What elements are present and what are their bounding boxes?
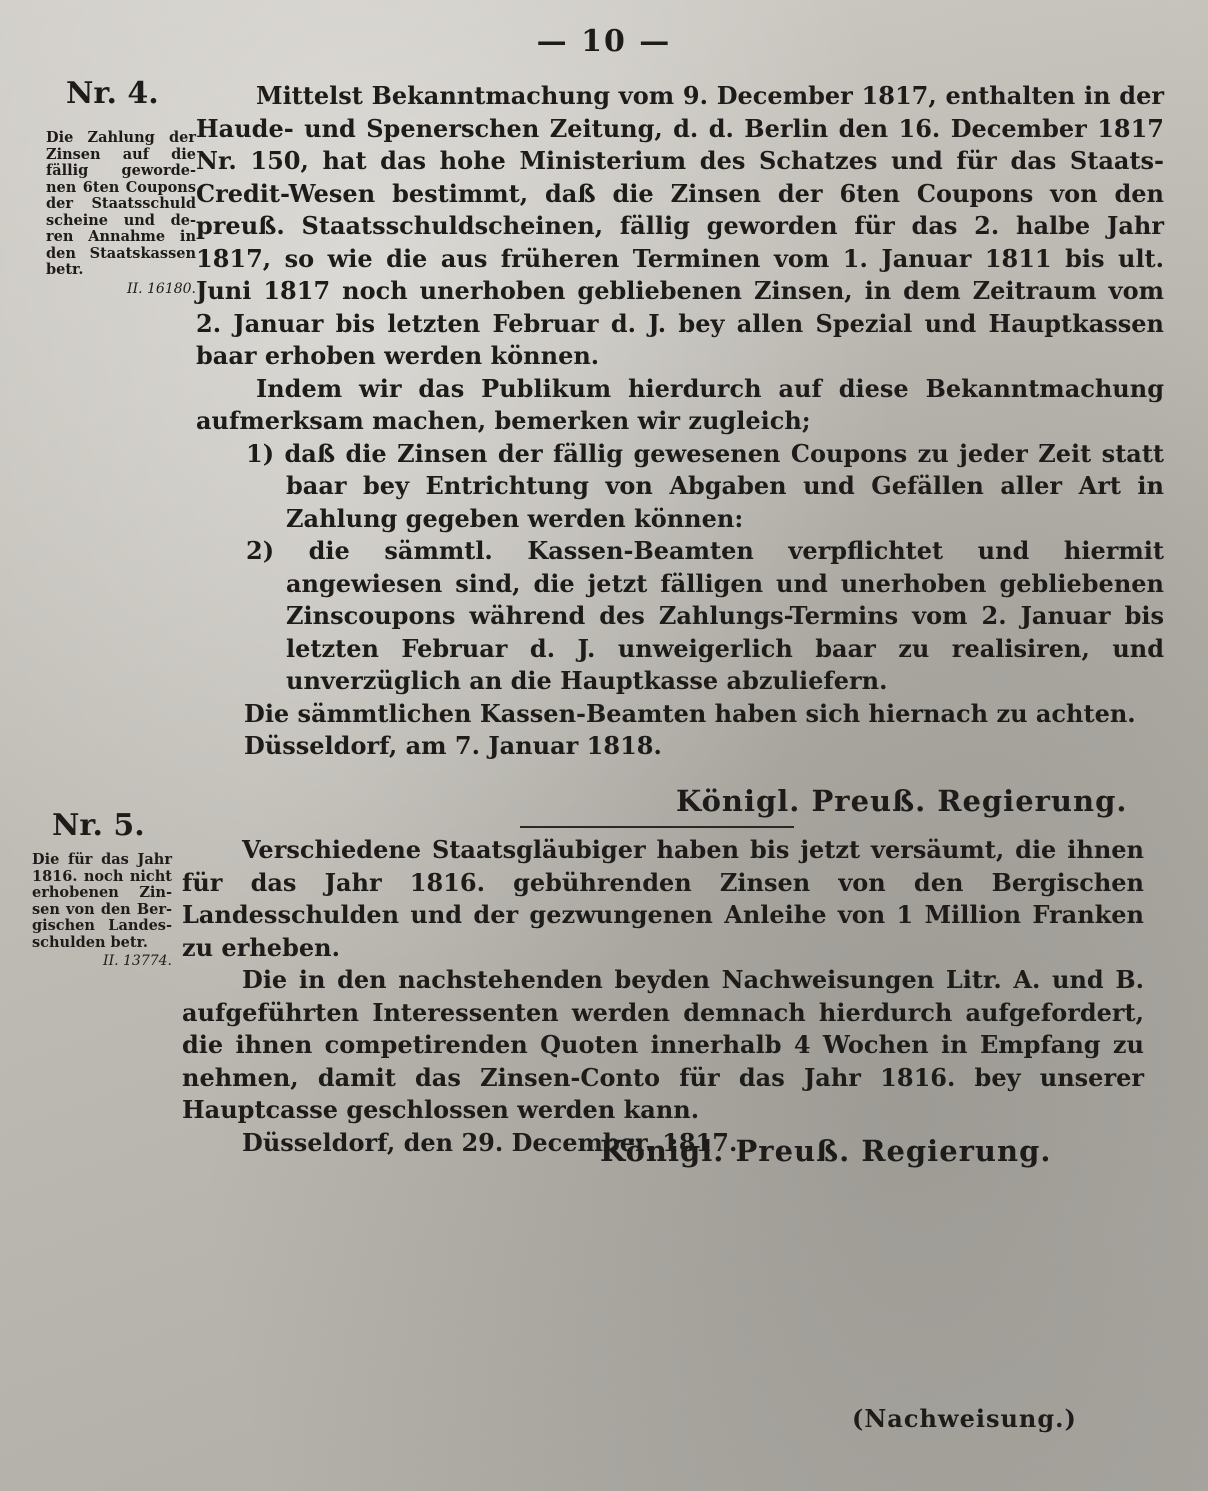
margin-note-5 <box>32 852 172 970</box>
separator-rule <box>520 826 794 828</box>
margin-ref-5: II. 13774. <box>103 953 172 969</box>
entry-4-place-date: Düsseldorf, am 7. Januar 1818. <box>244 731 662 760</box>
entry-4-paragraph-1: Mittelst Bekanntmachung vom 9. December 1817, enthalten in der Haude- und Spenerschen Zeitung, d. d. Berlin den 16. December 1817 Nr. 150, hat das hohe Ministerium des Schatzes und für das Staats-Credit-Wesen bestimmt, daß die Zinsen der 6ten Coupons von den preuß. Staatsschuldscheinen, fällig geworden für das 2. halbe Jahr 1817, so wie die aus früheren Terminen vom 1. Januar 1811 bis ult. Juni 1817 noch unerhoben gebliebenen Zinsen, in dem Zeitraum vom 2. Januar bis letzten Februar d. J. bey allen Spezial und Hauptkassen baar erhoben werden können. <box>196 81 1164 370</box>
catchword-footer: (Nachweisung.) <box>852 1404 1077 1433</box>
entry-4-closing: Die sämmtlichen Kassen-Beamten haben sich hiernach zu achten. <box>244 698 1136 728</box>
page-number: — 10 — <box>536 24 672 59</box>
margin-ref-4: II. 16180. <box>127 280 196 297</box>
entry-4-body <box>196 80 1164 763</box>
margin-note-4 <box>46 130 196 297</box>
entry-5-signature: Königl. Preuß. Regierung. <box>600 1134 1052 1168</box>
entry-5-paragraph-1: Verschiedene Staatsgläubiger haben bis jetzt versäumt, die ihnen für das Jahr 1816. gebührenden Zinsen von den Bergischen Landesschulden und der gezwungenen Anleihe von 1 Million Franken zu erheben. <box>182 835 1144 962</box>
entry-4-paragraph-2: Indem wir das Publikum hierdurch auf diese Bekanntmachung aufmerksam machen, bemerken wir zugleich; <box>196 373 1164 435</box>
entry-4-signature: Königl. Preuß. Regierung. <box>676 784 1128 818</box>
entry-number-5: Nr. 5. <box>52 808 145 843</box>
margin-note-5-text: Die für das Jahr 1816. noch nicht erhobenen Zin-sen von den Ber-gischen Landes-schulden betr. <box>32 851 172 951</box>
entry-5-body <box>182 834 1144 1159</box>
entry-5-paragraph-2: Die in den nachstehenden beyden Nachweisungen Litr. A. und B. aufgeführten Interessenten werden demnach hierdurch aufgefordert, die ihnen competirenden Quoten innerhalb 4 Wochen in Empfang zu nehmen, damit das Zinsen-Conto für das Jahr 1816. bey unserer Hauptcasse geschlossen werden kann. <box>182 965 1144 1124</box>
entry-number-4: Nr. 4. <box>66 76 159 111</box>
entry-5-place-date: Düsseldorf, den 29. December. 1817. <box>242 1127 738 1157</box>
margin-note-4-text: Die Zahlung der Zinsen auf die fällig geworde-nen 6ten Coupons der Staatsschuld scheine und de-ren Annahme in den Staatskassen betr. <box>46 129 196 278</box>
entry-4-list-item-1: 1) daß die Zinsen der fällig gewesenen Coupons zu jeder Zeit statt baar bey Entrichtung von Abgaben und Gefällen aller Art in Zahlung gegeben werden können: <box>246 438 1164 533</box>
entry-4-list-item-2: 2) die sämmtl. Kassen-Beamten verpflichtet und hiermit angewiesen sind, die jetzt fälligen und unerhoben gebliebenen Zinscoupons während des Zahlungs-Termins vom 2. Januar bis letzten Februar d. J. unweigerlich baar zu realisiren, und unverzüglich an die Hauptkasse abzuliefern. <box>246 536 1164 695</box>
